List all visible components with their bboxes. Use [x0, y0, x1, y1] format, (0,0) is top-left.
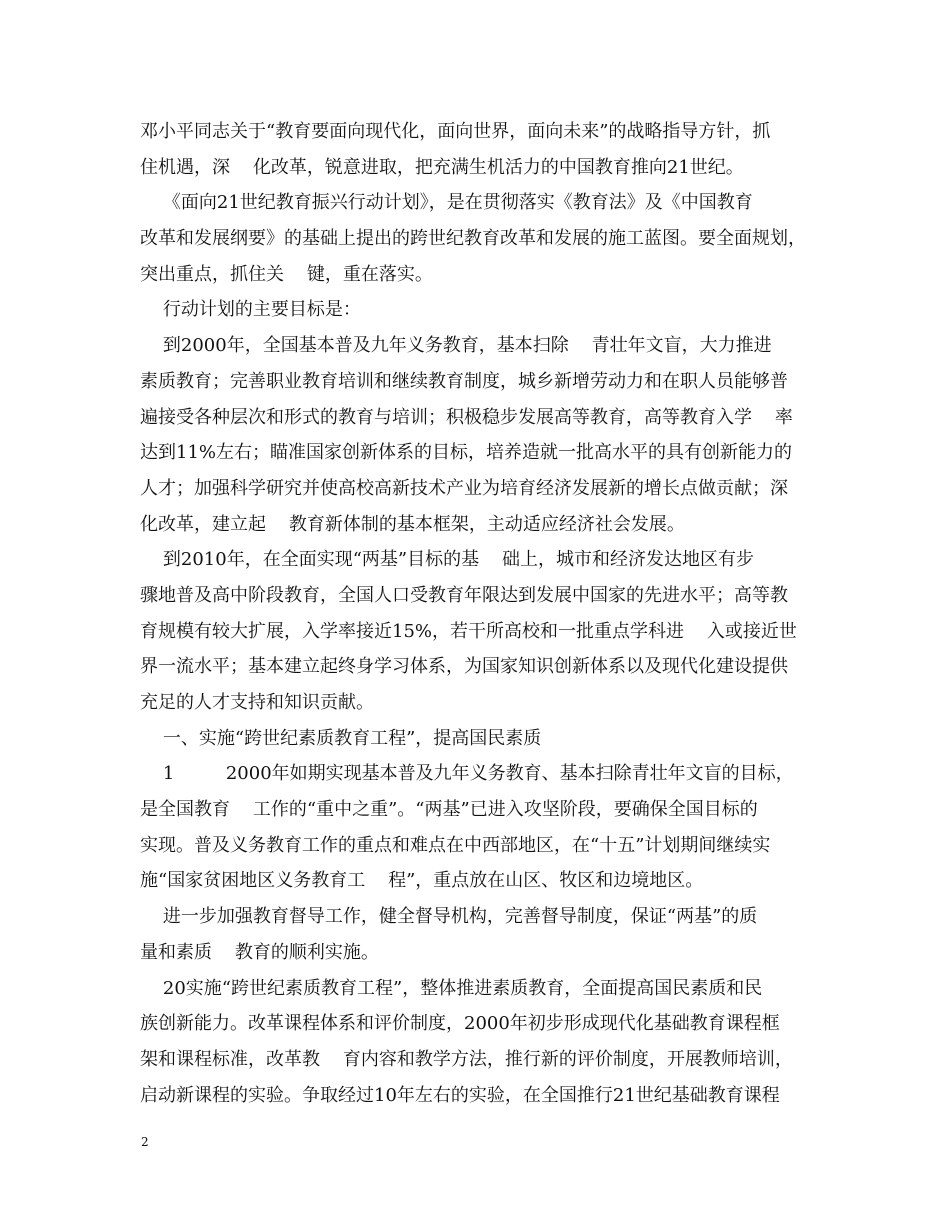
text-line: 育规模有较大扩展，入学率接近15%，若干所高校和一批重点学科进 入或接近世 — [140, 620, 797, 642]
text-line: 施“国家贫困地区义务教育工 程”，重点放在山区、牧区和边境地区。 — [140, 870, 704, 892]
text-line: 是全国教育 工作的“重中之重”。“两基”已进入攻坚阶段，要确保全国目标的 — [140, 799, 758, 821]
text-line: 到2010年，在全面实现“两基”目标的基 础上，城市和经济发达地区有步 — [140, 549, 754, 571]
text-line: 改革和发展纲要》的基础上提出的跨世纪教育改革和发展的施工蓝图。要全面规划， — [140, 228, 806, 250]
text-line: 进一步加强教育督导工作，健全督导机构，完善督导制度，保证“两基”的质 — [140, 906, 758, 928]
text-line: 行动计划的主要目标是： — [140, 299, 361, 321]
text-line: 《面向21世纪教育振兴行动计划》，是在贯彻落实《教育法》及《中国教育 — [140, 192, 753, 214]
text-line: 化改革，建立起 教育新体制的基本框架，主动适应经济社会发展。 — [140, 513, 685, 535]
text-line: 量和素质 教育的顺利实施。 — [140, 941, 379, 963]
text-line: 族创新能力。改革课程体系和评价制度，2000年初步形成现代化基础教育课程框 — [140, 1013, 780, 1035]
text-line: 骤地普及高中阶段教育，全国人口受教育年限达到发展中国家的先进水平；高等教 — [140, 584, 788, 606]
text-line: 充足的人才支持和知识贡献。 — [140, 692, 374, 713]
body-text — [140, 114, 815, 1113]
page-number: 2 — [141, 1135, 149, 1149]
text-line: 邓小平同志关于“教育要面向现代化，面向世界，面向未来”的战略指导方针，抓 — [140, 121, 771, 142]
text-line: 人才；加强科学研究并使高校高新技术产业为培育经济发展新的增长点做贡献；深 — [140, 477, 788, 499]
text-line: 住机遇，深 化改革，锐意进取，把充满生机活力的中国教育推向21世纪。 — [140, 156, 744, 178]
text-line: 突出重点，抓住关 键，重在落实。 — [140, 263, 433, 285]
text-line: 达到11%左右；瞄准国家创新体系的目标，培养造就一批高水平的具有创新能力的 — [140, 442, 793, 464]
text-line: 架和课程标准，改革教 育内容和教学方法，推行新的评价制度，开展教师培训， — [140, 1048, 793, 1070]
text-line: 启动新课程的实验。争取经过10年左右的实验，在全国推行21世纪基础教育课程 — [140, 1084, 780, 1106]
text-line: 遍接受各种层次和形式的教育与培训；积极稳步发展高等教育，高等教育入学 率 — [140, 406, 793, 428]
text-line: 1 2000年如期实现基本普及九年义务教育、基本扫除青壮年文盲的目标， — [140, 763, 794, 785]
text-line: 界一流水平；基本建立起终身学习体系，为国家知识创新体系以及现代化建设提供 — [140, 656, 788, 678]
text-line: 素质教育；完善职业教育培训和继续教育制度，城乡新增劳动力和在职人员能够普 — [140, 370, 788, 392]
text-line: 一、实施“跨世纪素质教育工程”，提高国民素质 — [140, 727, 542, 749]
text-line: 20实施“跨世纪素质教育工程”，整体推进素质教育，全面提高国民素质和民 — [140, 977, 763, 999]
text-line: 实现。普及义务教育工作的重点和难点在中西部地区，在“十五”计划期间继续实 — [140, 834, 771, 856]
text-line: 到2000年，全国基本普及九年义务教育，基本扫除 青壮年文盲，大力推进 — [140, 335, 772, 357]
